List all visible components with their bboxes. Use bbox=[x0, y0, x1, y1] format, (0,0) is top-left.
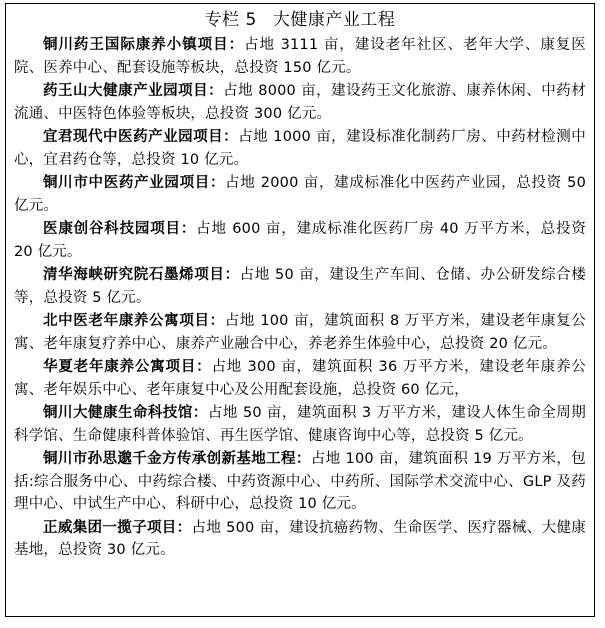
project-name: 清华海峡研究院石墨烯项目： bbox=[43, 267, 240, 283]
project-item bbox=[14, 264, 586, 309]
project-item bbox=[14, 34, 586, 79]
project-item bbox=[14, 448, 586, 516]
column-box bbox=[5, 3, 595, 617]
project-item bbox=[14, 356, 586, 401]
project-desc: 占地 50 亩，建筑面积 3 万平方米，建设人体生命全周期科学馆、生命健康科普体验馆、再生医学馆、健康咨询中心等，总投资 5 亿元。 bbox=[14, 405, 586, 444]
project-desc: 占地 50 亩，建设生产车间、仓储、办公研发综合楼等，总投资 5 亿元。 bbox=[14, 267, 586, 306]
project-item bbox=[14, 310, 586, 355]
column-title bbox=[14, 8, 586, 32]
project-desc: 占地 3111 亩，建设老年社区、老年大学、康复医院、医养中心、配套设施等板块，总投资 150 亿元。 bbox=[14, 37, 586, 76]
column-label: 专栏 5 bbox=[204, 10, 257, 30]
project-desc: 占地 600 亩，建成标准化医药厂房 40 万平方米，总投资 20 亿元。 bbox=[14, 221, 587, 260]
project-name: 北中医老年康养公寓项目： bbox=[43, 313, 225, 329]
project-desc: 占地 8000 亩，建设药王文化旅游、康养休闲、中药材流通、中医特色体验等板块，总投资 300 亿元。 bbox=[14, 83, 586, 122]
project-desc: 占地 500 亩，建设抗癌药物、生命医学、医疗器械、大健康基地，总投资 30 亿元。 bbox=[14, 519, 586, 558]
project-item bbox=[14, 517, 586, 562]
project-desc: 占地 100 亩，建筑面积 8 万平方米，建设老年康复公寓、老年康复疗养中心、康养产业融合中心，养老养生体验中心，总投资 20 亿元。 bbox=[14, 313, 587, 352]
project-item bbox=[14, 218, 586, 263]
project-name: 铜川市中医药产业园项目： bbox=[43, 175, 226, 191]
project-desc: 占地 1000 亩，建设标准化制药厂房、中药材检测中心，宜君药仓等，总投资 10 亿元。 bbox=[14, 129, 586, 168]
project-name: 正威集团一揽子项目： bbox=[43, 519, 192, 536]
project-desc: 占地 100 亩，建筑面积 19 万平方米，包括:综合服务中心、中药综合楼、中药资源中心、中药所、国际学术交流中心、GLP 及药理中心、中试生产中心、科研中心，总投资 10 亿元。 bbox=[14, 451, 586, 512]
project-name: 华夏老年康养公寓项目： bbox=[43, 359, 212, 375]
project-name: 药王山大健康产业园项目： bbox=[43, 83, 224, 99]
project-item bbox=[14, 172, 586, 217]
project-item bbox=[14, 402, 586, 447]
column-heading: 大健康产业工程 bbox=[272, 10, 396, 30]
project-item bbox=[14, 126, 586, 171]
project-name: 铜川市孙思邈千金方传承创新基地工程： bbox=[43, 451, 311, 467]
project-desc: 占地 2000 亩，建成标准化中医药产业园，总投资 50 亿元。 bbox=[14, 175, 586, 214]
project-item bbox=[14, 80, 586, 125]
project-name: 宜君现代中医药产业园项目： bbox=[43, 129, 239, 145]
project-desc: 占地 300 亩，建筑面积 36 万平方米，建设老年康养公寓、老年娱乐中心、老年康复中心及公用配套设施，总投资 60 亿元， bbox=[14, 359, 586, 398]
project-name: 医康创谷科技园项目： bbox=[43, 221, 197, 237]
project-name: 铜川药王国际康养小镇项目： bbox=[43, 37, 245, 53]
project-name: 铜川大健康生命科技馆： bbox=[43, 405, 208, 421]
